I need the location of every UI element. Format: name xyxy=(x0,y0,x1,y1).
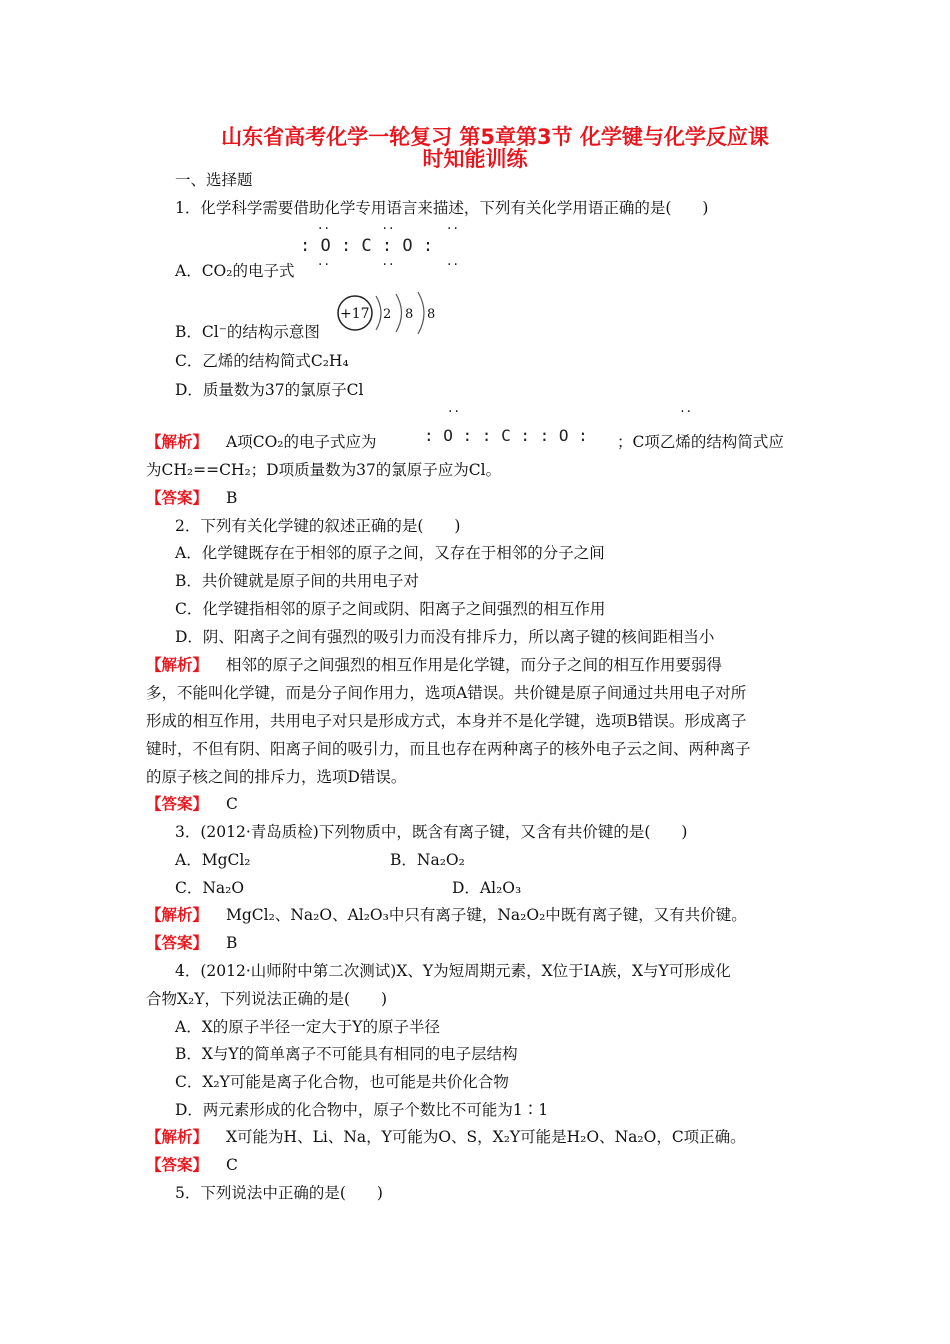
q1-analysis-line2: 为CH₂==CH₂；D项质量数为37的氯原子应为Cl。 xyxy=(146,461,502,479)
nucleus-charge: +17 xyxy=(340,306,370,322)
q4-analysis-text: X可能为H、Li、Na，Y可能为O、S，X₂Y可能是H₂O、Na₂O，C项正确。 xyxy=(226,1128,746,1146)
q2-analysis-line2: 多，不能叫化学键，而是分子间作用力，选项A错误。共价键是原子间通过共用电子对所 xyxy=(146,684,747,702)
q5-stem: 5．下列说法中正确的是( ) xyxy=(175,1184,383,1202)
analysis-tag: 【解析】 xyxy=(146,655,209,674)
q4-answer-line xyxy=(146,1155,238,1175)
q1-option-d: D．质量数为37的氯原子Cl xyxy=(175,381,364,399)
answer-tag: 【答案】 xyxy=(146,933,209,952)
q1-option-a: A．CO₂的电子式 xyxy=(175,262,295,280)
q2-option-d: D．阴、阳离子之间有强烈的吸引力而没有排斥力，所以离子键的核间距相当小 xyxy=(175,628,715,646)
q2-analysis-text: 相邻的原子之间强烈的相互作用是化学键，而分子之间的相互作用要弱得 xyxy=(226,656,723,674)
q3-option-b: B．Na₂O₂ xyxy=(390,851,465,869)
q1-analysis-electron-formula: : O : : C : : O : xyxy=(424,426,588,445)
q1-answer: B xyxy=(226,489,238,507)
document-title-line2: 时知能训练 xyxy=(422,147,528,171)
q4-option-c: C．X₂Y可能是离子化合物，也可能是共价化合物 xyxy=(175,1073,509,1091)
q2-answer: C xyxy=(226,795,238,813)
q2-analysis-line1 xyxy=(146,655,722,675)
analysis-tag: 【解析】 xyxy=(146,1127,209,1146)
shell-arc-3 xyxy=(418,292,424,334)
q3-analysis-text: MgCl₂、Na₂O、Al₂O₃中只有离子键，Na₂O₂中既有离子键，又有共价键。 xyxy=(226,906,747,924)
q2-stem: 2．下列有关化学键的叙述正确的是( ) xyxy=(175,517,461,535)
analysis-tag: 【解析】 xyxy=(146,432,209,451)
q3-analysis-line xyxy=(146,905,747,925)
q2-analysis-line4: 键时，不但有阴、阳离子间的吸引力，而且也存在两种离子的核外电子云之间、两种离子 xyxy=(146,740,751,758)
q4-stem-line1: 4．(2012·山师附中第二次测试)X、Y为短周期元素，X位于ⅠA族，X与Y可形成化 xyxy=(175,962,731,980)
q1-a-electron-formula: : O : C : O : xyxy=(300,236,434,256)
analysis-tag: 【解析】 xyxy=(146,905,209,924)
q4-answer: C xyxy=(226,1156,238,1174)
q4-analysis-line xyxy=(146,1127,746,1147)
q1-a-dots-top: ·· ·· ·· xyxy=(318,221,460,237)
q3-option-c: C．Na₂O xyxy=(175,879,245,897)
q1-option-b: B．Cl⁻的结构示意图 xyxy=(175,323,320,341)
q1-analysis-line1 xyxy=(146,432,377,452)
q3-option-d: D．Al₂O₃ xyxy=(452,879,522,897)
q2-answer-line xyxy=(146,794,238,814)
q2-option-b: B．共价键就是原子间的共用电子对 xyxy=(175,572,419,590)
q4-stem-line2: 合物X₂Y，下列说法正确的是( ) xyxy=(146,990,388,1008)
q1-stem: 1．化学科学需要借助化学专用语言来描述，下列有关化学用语正确的是( ) xyxy=(175,199,709,217)
q3-stem: 3．(2012·青岛质检)下列物质中，既含有离子键，又含有共价键的是( ) xyxy=(175,823,688,841)
document-title-line1: 山东省高考化学一轮复习 第5章第3节 化学键与化学反应课 xyxy=(221,125,769,149)
q1-a-dots-bottom: ·· ·· ·· xyxy=(318,257,460,273)
q1-option-c: C．乙烯的结构简式C₂H₄ xyxy=(175,352,349,370)
q1-analysis-dots-top: ·· ·· xyxy=(448,404,694,420)
q1-answer-line xyxy=(146,488,237,508)
q2-analysis-line5: 的原子核之间的排斥力，选项D错误。 xyxy=(146,768,407,786)
q2-option-c: C．化学键指相邻的原子之间或阴、阳离子之间强烈的相互作用 xyxy=(175,600,606,618)
q3-answer: B xyxy=(226,934,238,952)
section-heading: 一、选择题 xyxy=(175,171,253,189)
answer-tag: 【答案】 xyxy=(146,488,209,507)
answer-tag: 【答案】 xyxy=(146,794,209,813)
shell-arc-2 xyxy=(396,294,402,332)
q2-option-a: A．化学键既存在于相邻的原子之间，又存在于相邻的分子之间 xyxy=(175,544,605,562)
shell-electrons-2: 8 xyxy=(405,307,414,322)
q4-option-b: B．X与Y的简单离子不可能具有相同的电子层结构 xyxy=(175,1045,518,1063)
shell-electrons-3: 8 xyxy=(427,307,436,322)
q3-option-a: A．MgCl₂ xyxy=(175,851,251,869)
q2-analysis-line3: 形成的相互作用，共用电子对只是形成方式，本身并不是化学键，选项B错误。形成离子 xyxy=(146,712,747,730)
answer-tag: 【答案】 xyxy=(146,1155,209,1174)
q1-analysis-line1b: ；C项乙烯的结构简式应 xyxy=(617,433,784,451)
q1-analysis-text: A项CO₂的电子式应为 xyxy=(226,433,377,451)
q3-answer-line xyxy=(146,933,237,953)
q4-option-d: D．两元素形成的化合物中，原子个数比不可能为1∶1 xyxy=(175,1101,549,1119)
shell-arc-1 xyxy=(376,296,381,330)
shell-electrons-1: 2 xyxy=(383,307,392,322)
q4-option-a: A．X的原子半径一定大于Y的原子半径 xyxy=(175,1018,440,1036)
